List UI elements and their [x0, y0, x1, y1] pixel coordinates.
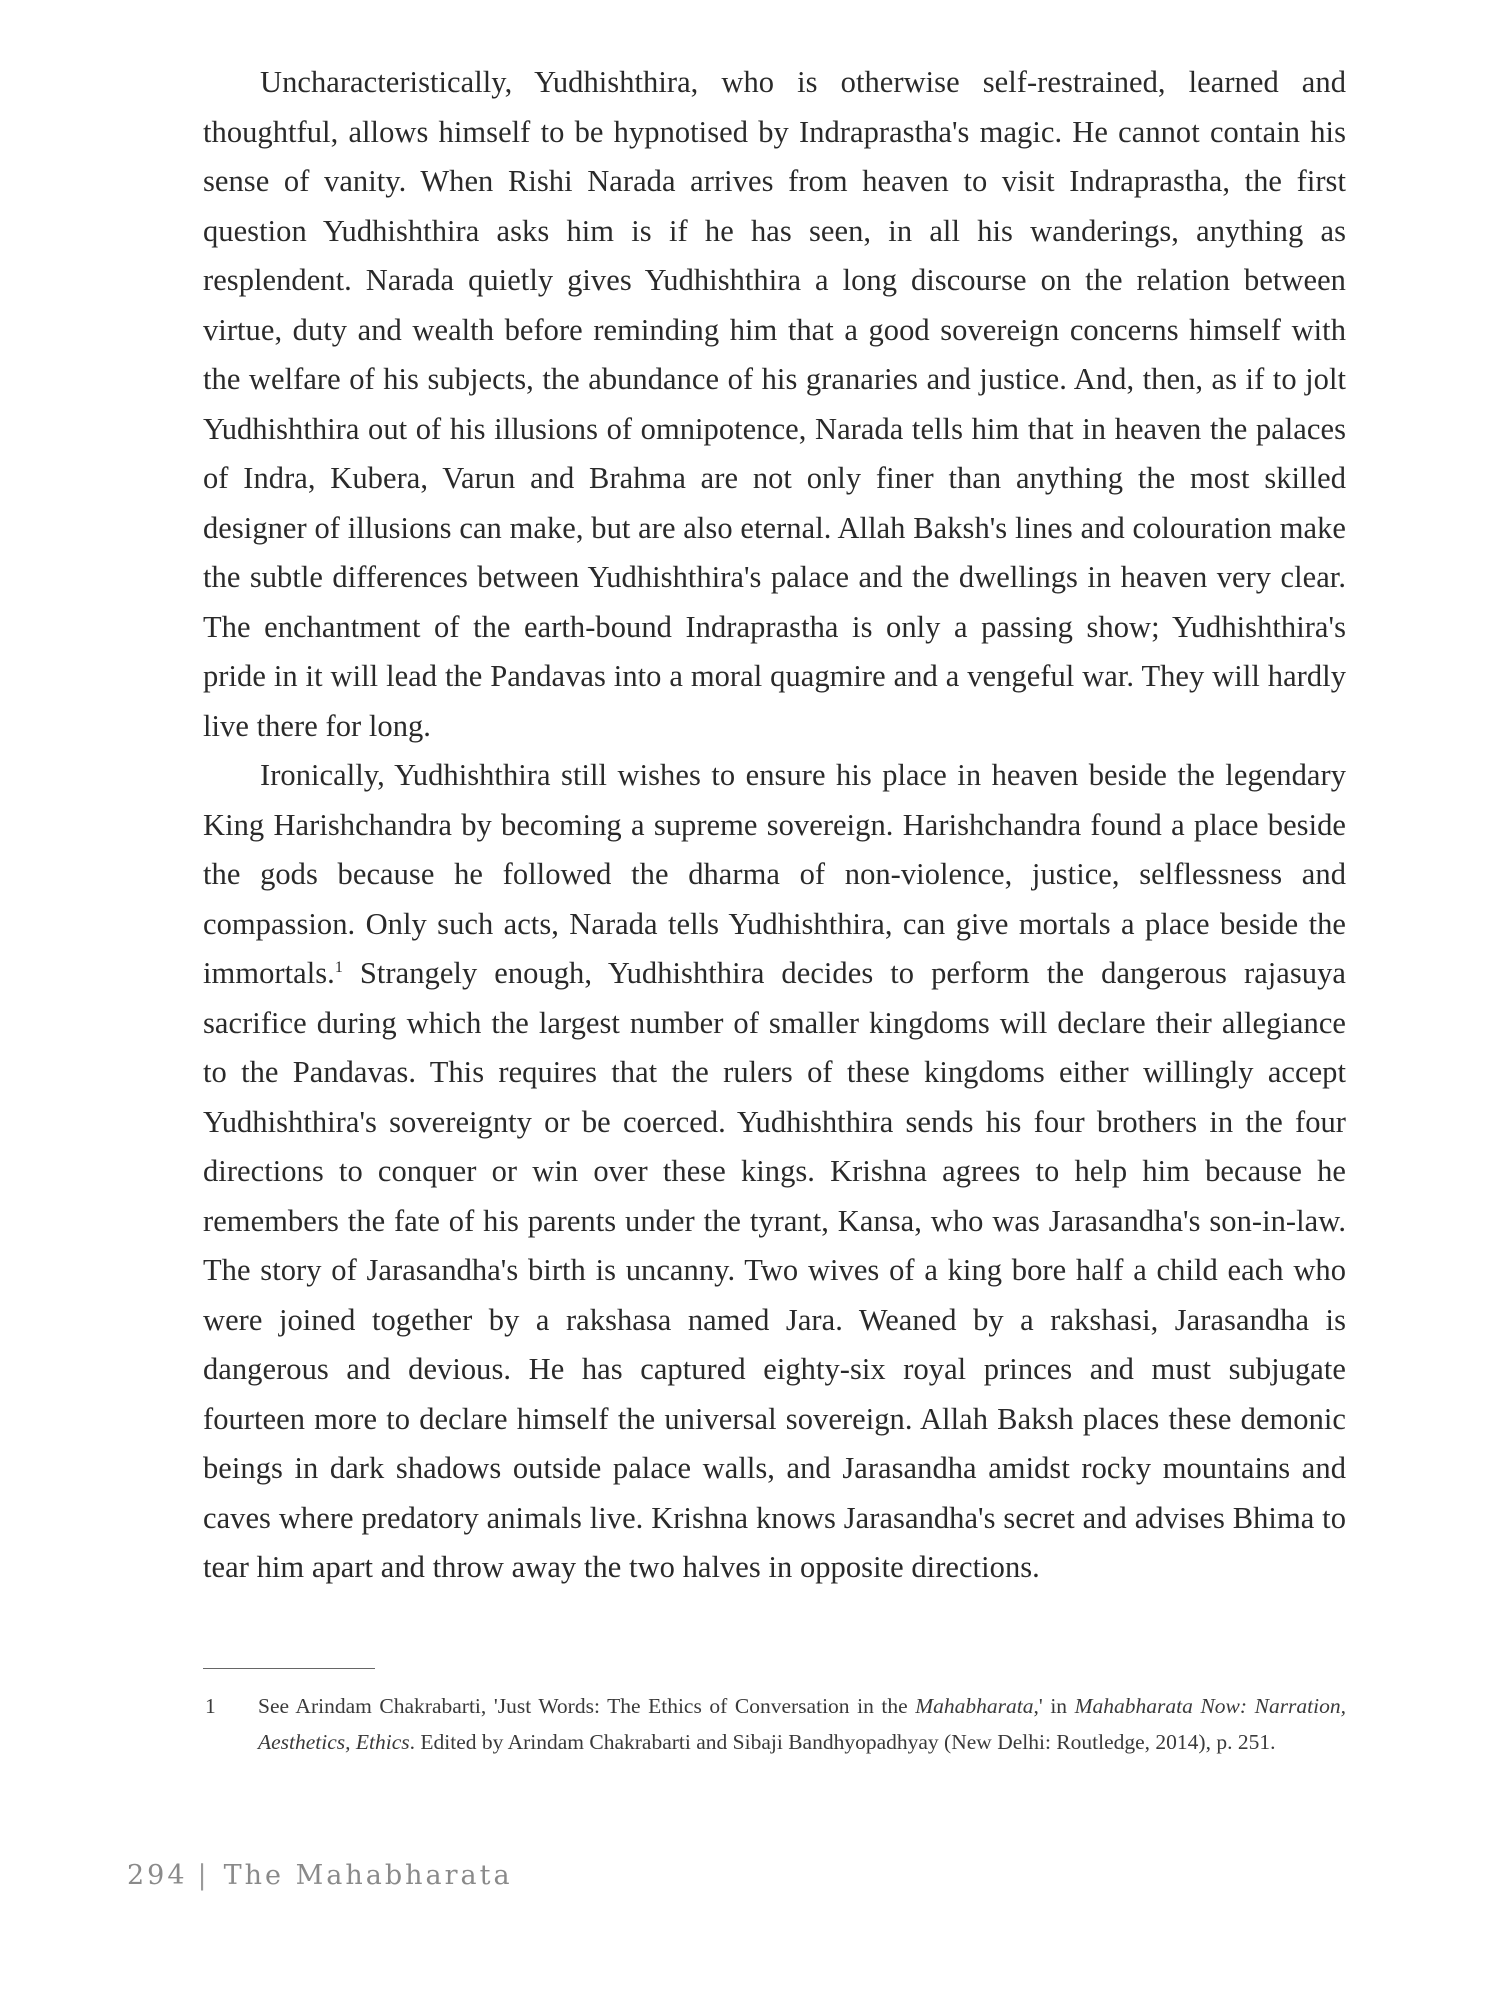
running-title: The Mahabharata: [223, 1860, 513, 1891]
page-footer: [127, 1860, 513, 1891]
footnote-part-3: . Edited by Arindam Chakrabarti and Sibaji Bandhyopadhyay (New Delhi: Routledge, 2014), p. 251.: [409, 1730, 1276, 1754]
footnote-part-1: See Arindam Chakrabarti, 'Just Words: The Ethics of Conversation in the: [258, 1694, 916, 1718]
footnote-text: [258, 1688, 1346, 1760]
page-number: 294: [127, 1860, 188, 1891]
paragraph-2-text-after-ref: Strangely enough, Yudhishthira decides to perform the dangerous rajasuya sacrifice during which the largest number of smaller kingdoms will declare their allegiance to the Pandavas. This requires that the rulers of these kingdoms either willingly accept Yudhishthira's sovereignty or be coerced. Yudhishthira sends his four brothers in the four directions to conquer or win over these kings. Krishna agrees to help him because he remembers the fate of his parents under the tyrant, Kansa, who was Jarasandha's son-in-law. The story of Jarasandha's birth is uncanny. Two wives of a king bore half a child each who were joined together by a rakshasa named Jara. Weaned by a rakshasi, Jarasandha is dangerous and devious. He has captured eighty-six royal princes and must subjugate fourteen more to declare himself the universal sovereign. Allah Baksh places these demonic beings in dark shadows outside palace walls, and Jarasandha amidst rocky mountains and caves where predatory animals live. Krishna knows Jarasandha's secret and advises Bhima to tear him apart and throw away the two halves in opposite directions.: [203, 956, 1346, 1584]
footnote: [203, 1688, 1346, 1760]
paragraph-1: [203, 58, 1346, 751]
paragraph-2-text-before-ref: Ironically, Yudhishthira still wishes to ensure his place in heaven beside the legendary King Harishchandra by becoming a supreme sovereign. Harishchandra found a place beside the gods because he followed the dharma of non-violence, justice, selflessness and compassion. Only such acts, Narada tells Yudhishthira, can give mortals a place beside the immortals.: [203, 758, 1346, 990]
body-text: [203, 58, 1346, 1593]
footnote-number: 1: [205, 1694, 216, 1718]
footnote-reference[interactable]: 1: [334, 959, 343, 976]
footnote-part-2: ,' in: [1033, 1694, 1075, 1718]
paragraph-1-text: Uncharacteristically, Yudhishthira, who is otherwise self-restrained, learned and thoughtful, allows himself to be hypnotised by Indraprastha's magic. He cannot contain his sense of vanity. When Rishi Narada arrives from heaven to visit Indraprastha, the first question Yudhishthira asks him is if he has seen, in all his wanderings, anything as resplendent. Narada quietly gives Yudhishthira a long discourse on the relation between virtue, duty and wealth before reminding him that a good sovereign concerns himself with the welfare of his subjects, the abundance of his granaries and justice. And, then, as if to jolt Yudhishthira out of his illusions of omnipotence, Narada tells him that in heaven the palaces of Indra, Kubera, Varun and Brahma are not only finer than anything the most skilled designer of illusions can make, but are also eternal. Allah Baksh's lines and colouration make the subtle differences between Yudhishthira's palace and the dwellings in heaven very clear. The enchantment of the earth-bound Indraprastha is only a passing show; Yudhishthira's pride in it will lead the Pandavas into a moral quagmire and a vengeful war. They will hardly live there for long.: [203, 65, 1346, 743]
paragraph-2: [203, 751, 1346, 1593]
footer-separator: |: [197, 1860, 210, 1891]
footnote-divider: [203, 1668, 375, 1669]
footnote-title-1: Mahabharata: [915, 1694, 1034, 1718]
footnote-title-2: Mahabharata Now: Narration, Aesthetics, Ethics: [258, 1694, 1346, 1754]
